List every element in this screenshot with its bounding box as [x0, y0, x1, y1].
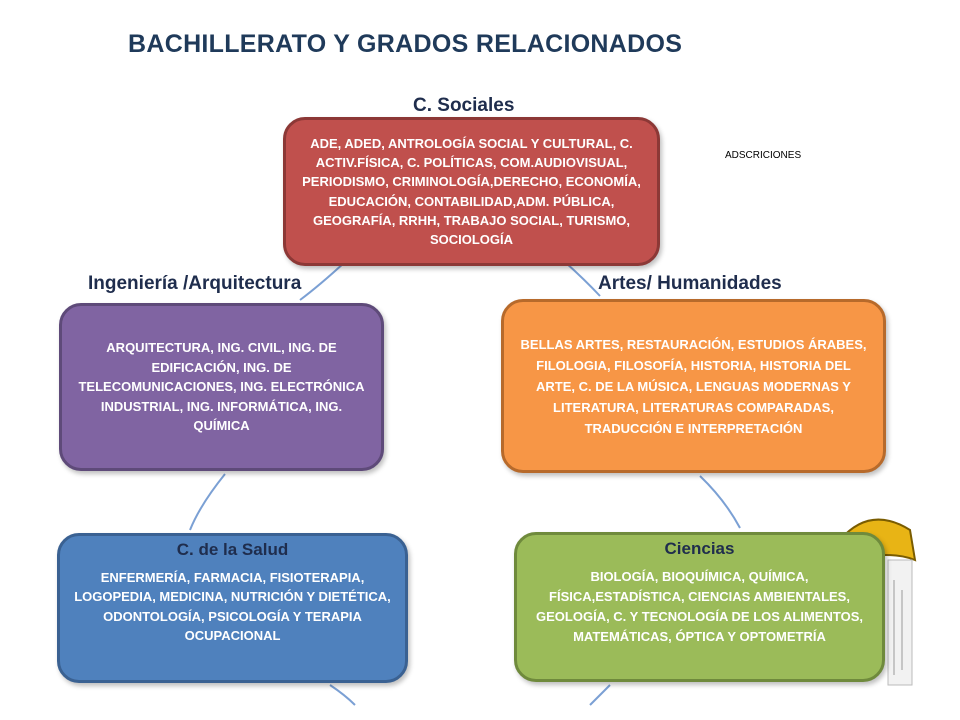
- box-salud: [57, 533, 408, 683]
- heading-ingenieria: Ingeniería /Arquitectura: [88, 273, 302, 294]
- heading-artes: Artes/ Humanidades: [598, 273, 782, 294]
- box-ciencias-text: BIOLOGÍA, BIOQUÍMICA, QUÍMICA, FÍSICA,ESTADÍSTICA, CIENCIAS AMBIENTALES, GEOLOGÍA, C. Y TECNOLOGÍA DE LOS ALIMENTOS, MATEMÁTICAS, ÓPTICA Y OPTOMETRÍA: [536, 569, 863, 644]
- adscriciones-note: ADSCRICIONES: [725, 150, 802, 161]
- box-salud-text: ENFERMERÍA, FARMACIA, FISIOTERAPIA, LOGOPEDIA, MEDICINA, NUTRICIÓN Y DIETÉTICA, ODONTOLOGÍA, PSICOLOGÍA Y TERAPIA OCUPACIONAL: [74, 569, 391, 643]
- box-ingenieria: [59, 303, 384, 471]
- box-sociales-text: ADE, ADED, ANTROLOGÍA SOCIAL Y CULTURAL, C. ACTIV.FÍSICA, C. POLÍTICAS, COM.AUDIOVISUAL, PERIODISMO, CRIMINOLOGÍA,DERECHO, ECONOMÍA, EDUCACIÓN, CONTABILIDAD,ADM. PÚBLICA, GEOGRAFÍA, RRHH, TRABAJO SOCIAL, TURISMO, SOCIOLOGÍA: [302, 135, 641, 247]
- connector-sociales-ingenieria: [300, 262, 345, 300]
- page-title: BACHILLERATO Y GRADOS RELACIONADOS: [128, 30, 683, 58]
- heading-ciencias: Ciencias: [664, 539, 735, 558]
- box-sociales: [283, 117, 660, 266]
- box-ciencias: [514, 532, 885, 682]
- box-ingenieria-text: ARQUITECTURA, ING. CIVIL, ING. DE EDIFICACIÓN, ING. DE TELECOMUNICACIONES, ING. ELECTRÓNICA INDUSTRIAL, ING. INFORMÁTICA, ING. QUÍMICA: [78, 340, 365, 434]
- heading-sociales: C. Sociales: [413, 95, 515, 116]
- heading-salud: C. de la Salud: [176, 540, 289, 559]
- connector-salud-bottom: [330, 685, 355, 705]
- connector-sociales-artes: [565, 262, 600, 296]
- box-artes-text: BELLAS ARTES, RESTAURACIÓN, ESTUDIOS ÁRABES, FILOLOGIA, FILOSOFÍA, HISTORIA, HISTORIA DEL ARTE, C. DE LA MÚSICA, LENGUAS MODERNAS Y LITERATURA, LITERATURAS COMPARADAS, TRADUCCIÓN E INTERPRETACIÓN: [520, 336, 867, 436]
- box-artes: [501, 299, 886, 473]
- connector-artes-ciencias: [700, 476, 740, 528]
- connector-ingenieria-salud: [190, 474, 225, 530]
- connector-ciencias-bottom: [590, 685, 610, 705]
